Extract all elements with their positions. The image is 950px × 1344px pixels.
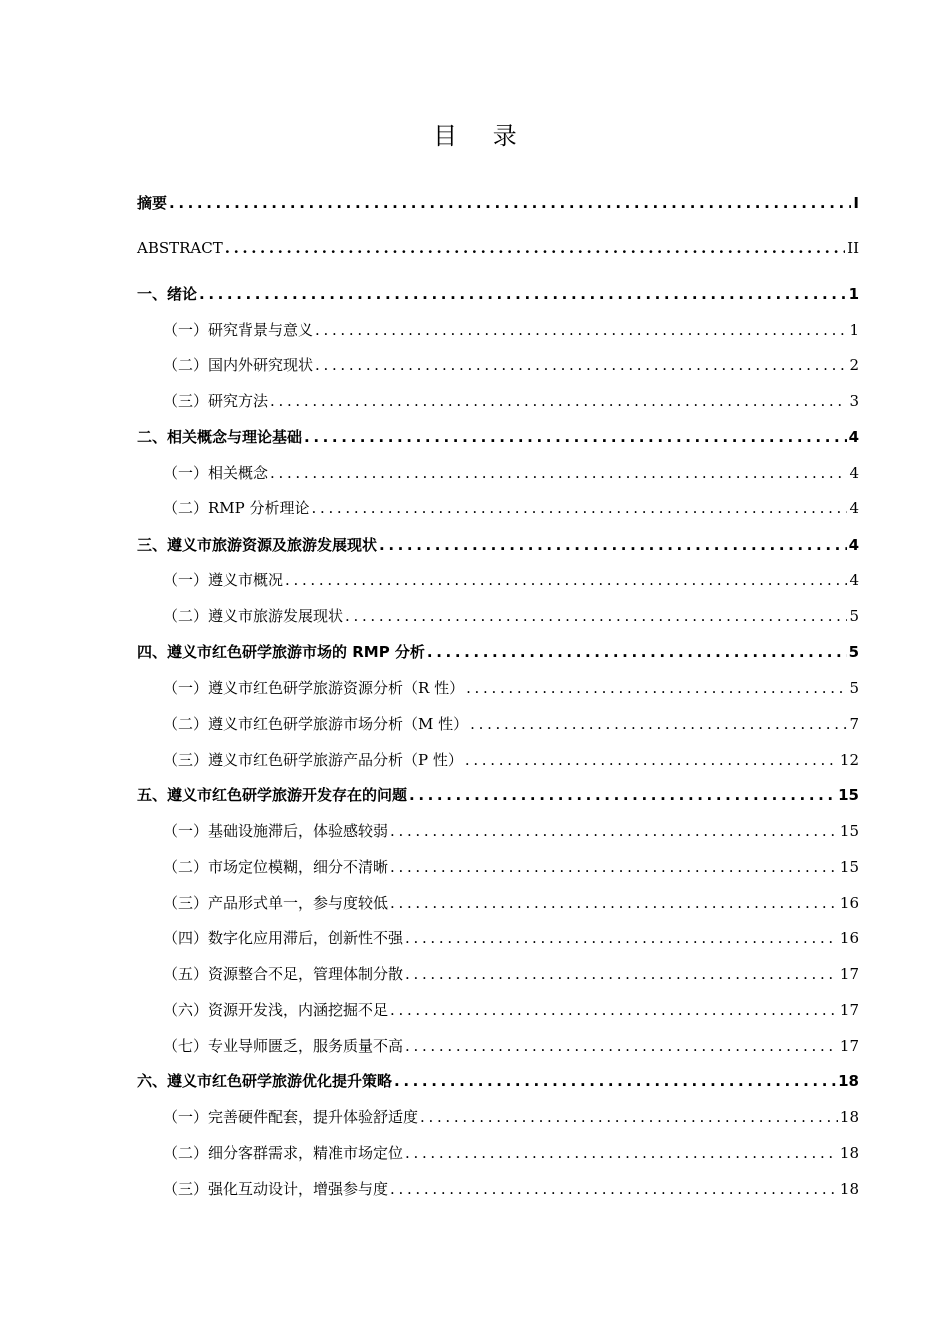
toc-dot-leader (390, 892, 838, 914)
toc-entry-section-5-4[interactable] (163, 927, 859, 949)
toc-page-number: 4 (849, 499, 859, 517)
toc-dot-leader (225, 237, 845, 259)
toc-dot-leader (405, 927, 838, 949)
toc-entry-title: 摘要 (137, 194, 168, 212)
toc-entry-chapter-2[interactable] (137, 426, 859, 448)
toc-entry-abstract-cn[interactable] (137, 192, 859, 214)
toc-entry-title: （一）相关概念 (163, 464, 269, 482)
toc-dot-leader (379, 534, 847, 556)
toc-dot-leader (312, 497, 848, 519)
toc-entry-section-2-1[interactable] (163, 462, 859, 484)
toc-entry-title: （二）遵义市旅游发展现状 (163, 607, 344, 625)
toc-entry-section-1-3[interactable] (163, 390, 859, 412)
toc-entry-chapter-4[interactable] (137, 641, 859, 663)
toc-entry-title: （一）遵义市红色研学旅游资源分析（R 性） (163, 679, 465, 697)
toc-page-number: 18 (839, 1108, 859, 1126)
toc-entry-title: （二）国内外研究现状 (163, 356, 314, 374)
toc-entry-section-5-5[interactable] (163, 963, 859, 985)
toc-entry-title: （二）市场定位模糊，细分不清晰 (163, 858, 389, 876)
toc-entry-title: 三、遵义市旅游资源及旅游发展现状 (137, 536, 378, 554)
toc-entry-title: 一、绪论 (137, 285, 198, 303)
toc-dot-leader (270, 462, 847, 484)
toc-page-number: 4 (849, 571, 859, 589)
toc-page-number: 5 (849, 607, 859, 625)
toc-entry-chapter-3[interactable] (137, 534, 859, 556)
toc-dot-leader (315, 319, 847, 341)
toc-entry-section-4-2[interactable] (163, 713, 859, 735)
toc-page-number: 18 (838, 1072, 859, 1090)
toc-entry-chapter-1[interactable] (137, 283, 859, 305)
toc-dot-leader (405, 1035, 838, 1057)
toc-page-number: 7 (849, 715, 859, 733)
toc-page-number: 3 (849, 392, 859, 410)
toc-dot-leader (390, 1178, 838, 1200)
toc-entry-section-4-1[interactable] (163, 677, 859, 699)
toc-page-number: 2 (849, 356, 859, 374)
toc-page-number: 15 (839, 822, 859, 840)
toc-entry-section-5-1[interactable] (163, 820, 859, 842)
toc-dot-leader (169, 192, 851, 214)
toc-entry-section-5-6[interactable] (163, 999, 859, 1021)
toc-entry-section-5-7[interactable] (163, 1035, 859, 1057)
toc-entry-section-6-1[interactable] (163, 1106, 859, 1128)
toc-entry-title: 四、遵义市红色研学旅游市场的 RMP 分析 (137, 643, 425, 661)
toc-dot-leader (405, 1142, 838, 1164)
toc-dot-leader (285, 569, 847, 591)
toc-entry-title: （二）RMP 分析理论 (163, 499, 310, 517)
toc-entry-title: 五、遵义市红色研学旅游开发存在的问题 (137, 786, 408, 804)
toc-entry-title: （三）研究方法 (163, 392, 269, 410)
toc-entry-title: （六）资源开发浅，内涵挖掘不足 (163, 1001, 389, 1019)
toc-page-number: II (847, 239, 859, 257)
toc-entry-section-6-2[interactable] (163, 1142, 859, 1164)
toc-page-number: 16 (839, 894, 859, 912)
toc-dot-leader (405, 963, 838, 985)
toc-page-number: I (853, 194, 859, 212)
toc-dot-leader (390, 856, 838, 878)
toc-entry-title: （二）遵义市红色研学旅游市场分析（M 性） (163, 715, 469, 733)
toc-page-number: 17 (839, 965, 859, 983)
toc-entry-chapter-5[interactable] (137, 784, 859, 806)
toc-page-number: 5 (849, 679, 859, 697)
toc-entry-title: ABSTRACT (137, 239, 223, 257)
toc-page-number: 4 (849, 464, 859, 482)
toc-page-number: 1 (848, 285, 859, 303)
toc-dot-leader (394, 1070, 836, 1092)
toc-page-number: 4 (848, 428, 859, 446)
toc-entry-title: （二）细分客群需求，精准市场定位 (163, 1144, 404, 1162)
toc-entry-section-4-3[interactable] (163, 749, 859, 771)
toc-page-number: 12 (839, 751, 859, 769)
toc-entry-title: 二、相关概念与理论基础 (137, 428, 303, 446)
toc-dot-leader (199, 283, 847, 305)
toc-entry-section-3-2[interactable] (163, 605, 859, 627)
toc-entry-section-3-1[interactable] (163, 569, 859, 591)
toc-entry-title: （七）专业导师匮乏，服务质量不高 (163, 1037, 404, 1055)
toc-page-number: 16 (839, 929, 859, 947)
toc-dot-leader (470, 713, 847, 735)
toc-entry-title: （五）资源整合不足，管理体制分散 (163, 965, 404, 983)
toc-dot-leader (304, 426, 847, 448)
toc-entry-title: （三）产品形式单一，参与度较低 (163, 894, 389, 912)
toc-entry-title: （三）遵义市红色研学旅游产品分析（P 性） (163, 751, 463, 769)
toc-dot-leader (465, 749, 838, 771)
toc-entry-section-5-2[interactable] (163, 856, 859, 878)
toc-entry-section-1-1[interactable] (163, 319, 859, 341)
toc-page-number: 18 (839, 1144, 859, 1162)
toc-page-number: 5 (848, 643, 859, 661)
toc-page-number: 15 (839, 858, 859, 876)
toc-dot-leader (420, 1106, 838, 1128)
toc-entry-title: （四）数字化应用滞后，创新性不强 (163, 929, 404, 947)
toc-dot-leader (390, 820, 838, 842)
toc-page-number: 4 (848, 536, 859, 554)
toc-entry-section-5-3[interactable] (163, 892, 859, 914)
toc-dot-leader (409, 784, 836, 806)
toc-entry-section-6-3[interactable] (163, 1178, 859, 1200)
toc-page-number: 1 (849, 321, 859, 339)
toc-page-number: 15 (838, 786, 859, 804)
toc-entry-title: （一）完善硬件配套，提升体验舒适度 (163, 1108, 419, 1126)
toc-dot-leader (345, 605, 847, 627)
toc-dot-leader (390, 999, 838, 1021)
toc-entry-abstract-en[interactable] (137, 237, 859, 259)
toc-page-number: 18 (839, 1180, 859, 1198)
toc-entry-title: （三）强化互动设计，增强参与度 (163, 1180, 389, 1198)
toc-dot-leader (315, 354, 847, 376)
toc-dot-leader (427, 641, 847, 663)
toc-entry-title: （一）研究背景与意义 (163, 321, 314, 339)
toc-entry-chapter-6[interactable] (137, 1070, 859, 1092)
toc-entry-section-1-2[interactable] (163, 354, 859, 376)
toc-entry-title: 六、遵义市红色研学旅游优化提升策略 (137, 1072, 393, 1090)
toc-entry-title: （一）遵义市概况 (163, 571, 284, 589)
toc-entry-section-2-2[interactable] (163, 497, 859, 519)
toc-page-number: 17 (839, 1001, 859, 1019)
toc-dot-leader (466, 677, 847, 699)
toc-heading: 目 录 (433, 122, 531, 150)
toc-entry-title: （一）基础设施滞后，体验感较弱 (163, 822, 389, 840)
toc-page-number: 17 (839, 1037, 859, 1055)
toc-dot-leader (270, 390, 847, 412)
